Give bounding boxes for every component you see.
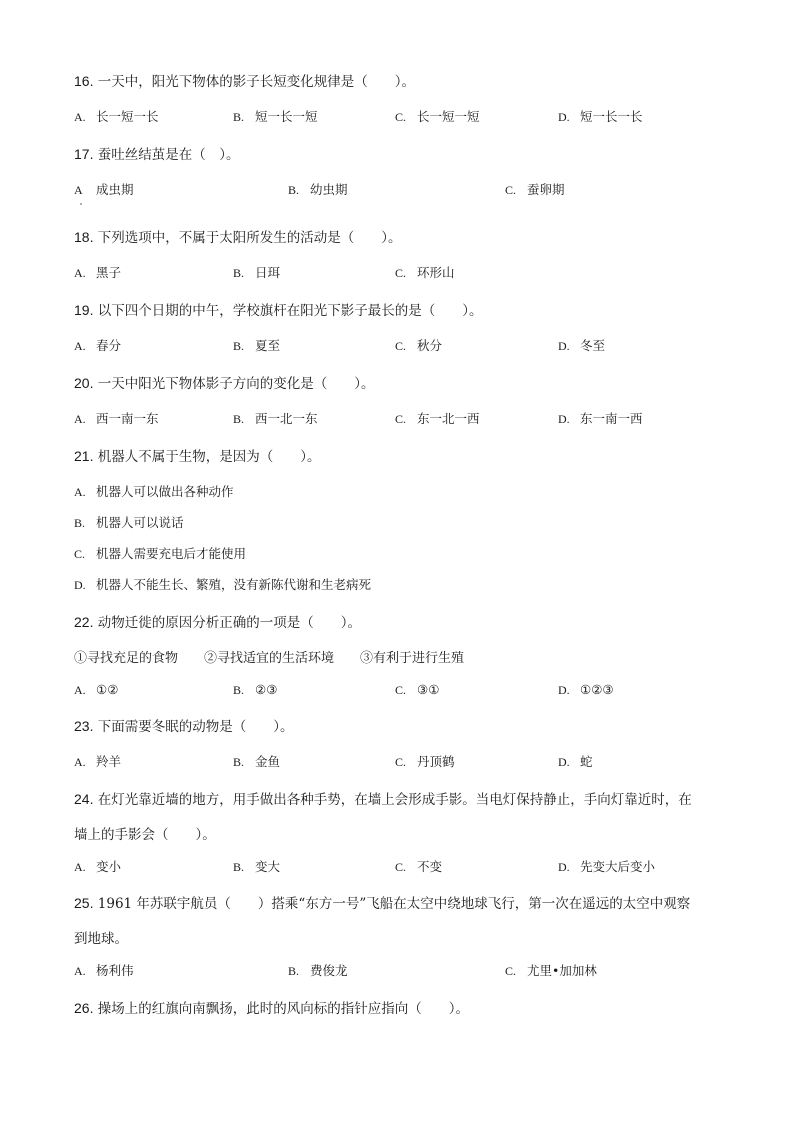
- question-number: 26.: [74, 1000, 94, 1016]
- question-text: 在灯光靠近墙的地方，用手做出各种手势，在墙上会形成手影。当电灯保持静止，手向灯靠近时，在: [97, 792, 692, 808]
- question-number: 18.: [74, 229, 94, 245]
- option-b[interactable]: B. 短一长一短: [233, 109, 318, 124]
- question-text: 机器人不属于生物，是因为（ ）。: [97, 449, 321, 465]
- question-number: 21.: [74, 448, 94, 464]
- question-text: 一天中，阳光下物体的影子长短变化规律是（ ）。: [97, 74, 416, 90]
- question-20: [74, 374, 753, 393]
- question-19: [74, 301, 753, 320]
- question-25: [74, 894, 753, 913]
- option-c[interactable]: C. 不变: [395, 859, 443, 874]
- option-d[interactable]: D. 冬至: [558, 338, 606, 353]
- option-b[interactable]: B. 金鱼: [233, 754, 281, 769]
- option-b[interactable]: B. 变大: [233, 859, 281, 874]
- stray-mark: [80, 203, 82, 205]
- question-number: 17.: [74, 146, 94, 162]
- option-b[interactable]: B. ②③: [233, 682, 278, 697]
- option-a[interactable]: A 成虫期: [74, 182, 134, 197]
- option-b[interactable]: B. 费俊龙: [288, 963, 348, 978]
- question-text: 一天中阳光下物体影子方向的变化是（ ）。: [97, 376, 375, 392]
- question-number: 20.: [74, 375, 94, 391]
- question-text: 下面需要冬眠的动物是（ ）。: [97, 719, 294, 735]
- option-b[interactable]: B. 日珥: [233, 265, 281, 280]
- question-text: 动物迁徙的原因分析正确的一项是（ ）。: [97, 615, 362, 631]
- option-b[interactable]: B. 幼虫期: [288, 182, 348, 197]
- option-c[interactable]: C. 尤里•加加林: [505, 963, 597, 978]
- question-number: 16.: [74, 73, 94, 89]
- question-text: 蚕吐丝结茧是在（ ）。: [97, 147, 240, 163]
- option-b[interactable]: B. 夏至: [233, 338, 281, 353]
- option-a[interactable]: A. 春分: [74, 338, 122, 353]
- question-number: 25.: [74, 895, 94, 911]
- question-text: 以下四个日期的中午，学校旗杆在阳光下影子最长的是（ ）。: [97, 303, 483, 319]
- option-c[interactable]: C. ③①: [395, 682, 440, 697]
- question-17: [74, 145, 753, 164]
- question-26: [74, 999, 753, 1018]
- option-d[interactable]: D. 东一南一西: [558, 411, 643, 426]
- question-number: 22.: [74, 614, 94, 630]
- question-16: [74, 72, 753, 91]
- question-text-continued: 到地球。: [74, 931, 128, 947]
- option-a[interactable]: A. 西一南一东: [74, 411, 159, 426]
- statement-list: ①寻找充足的食物 ②寻找适宜的生活环境 ③有利于进行生殖: [74, 651, 465, 666]
- question-23: [74, 717, 753, 736]
- option-a[interactable]: A. 变小: [74, 859, 122, 874]
- option-b[interactable]: B. 西一北一东: [233, 411, 318, 426]
- question-text: 下列选项中，不属于太阳所发生的活动是（ ）。: [97, 230, 402, 246]
- question-24: [74, 790, 753, 809]
- question-22: [74, 613, 753, 632]
- question-number: 23.: [74, 718, 94, 734]
- option-d[interactable]: D. 蛇: [558, 754, 593, 769]
- question-text: 操场上的红旗向南飘扬，此时的风向标的指针应指向（ ）。: [97, 1001, 470, 1017]
- question-text: 1961 年苏联宇航员（ ）搭乘“东方一号”飞船在太空中绕地球飞行，第一次在遥远的太空中观察: [97, 896, 691, 912]
- option-a[interactable]: A. 杨利伟: [74, 963, 134, 978]
- option-c[interactable]: C. 秋分: [395, 338, 443, 353]
- option-a[interactable]: A. 羚羊: [74, 754, 122, 769]
- option-c[interactable]: C. 丹顶鹤: [395, 754, 455, 769]
- question-number: 24.: [74, 791, 94, 807]
- option-c[interactable]: C. 环形山: [395, 265, 455, 280]
- option-c[interactable]: C. 长一短一短: [395, 109, 480, 124]
- option-a[interactable]: A. 黑子: [74, 265, 122, 280]
- option-c[interactable]: C. 蚕卵期: [505, 182, 565, 197]
- option-d[interactable]: D. 短一长一长: [558, 109, 643, 124]
- option-a[interactable]: A. 长一短一长: [74, 109, 159, 124]
- option-c[interactable]: C. 东一北一西: [395, 411, 480, 426]
- option-d[interactable]: D. ①②③: [558, 682, 614, 697]
- question-number: 19.: [74, 302, 94, 318]
- option-d[interactable]: D. 先变大后变小: [558, 859, 656, 874]
- option-a[interactable]: A. ①②: [74, 682, 119, 697]
- question-18: [74, 228, 753, 247]
- question-text-continued: 墙上的手影会（ ）。: [74, 827, 216, 843]
- question-21: [74, 447, 753, 466]
